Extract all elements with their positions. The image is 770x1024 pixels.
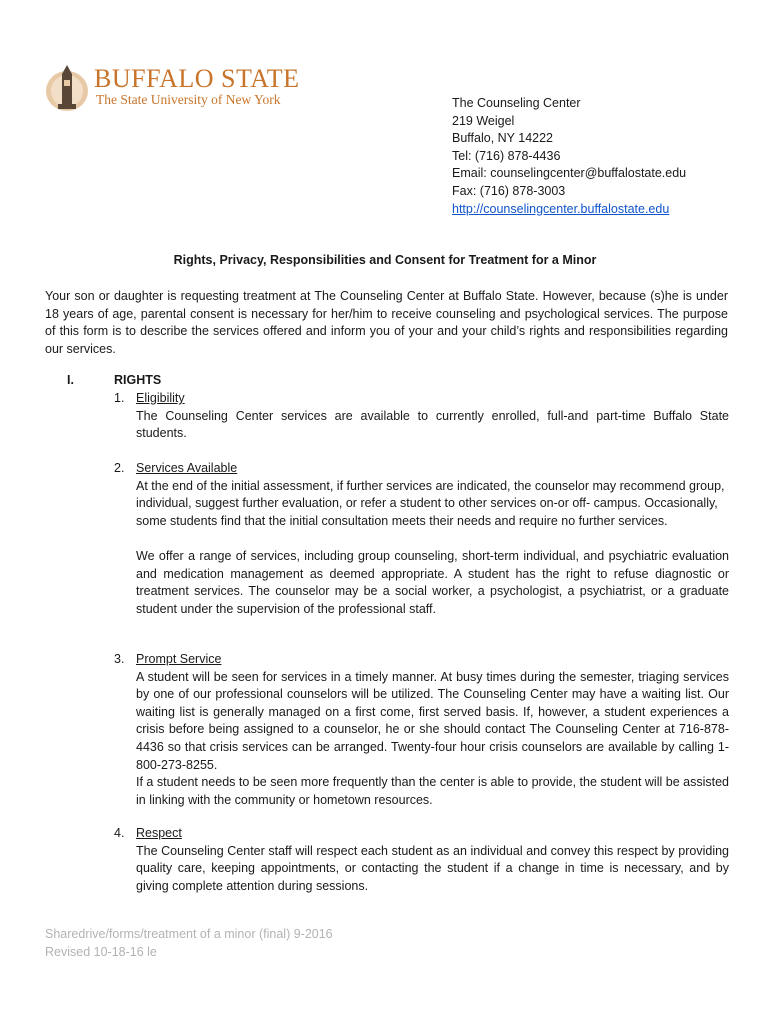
buffalo-state-logo [44, 64, 300, 114]
item-heading: Services Available [136, 461, 238, 475]
contact-street: 219 Weigel [452, 113, 515, 128]
contact-org: The Counseling Center [452, 96, 581, 110]
item-text: The Counseling Center staff will respect each student as an individual and convey this respect by providing quality care, keeping appointments, or contacting the student if a change in time is necessary, and by giving complete attention during sessions. [136, 843, 729, 893]
item-number: 1. [114, 391, 125, 405]
website-link[interactable]: http://counselingcenter.buffalostate.edu [452, 201, 670, 216]
document-title: Rights, Privacy, Responsibilities and Consent for Treatment for a Minor [173, 253, 597, 267]
footer [45, 926, 333, 961]
contact-fax: Fax: (716) 878-3003 [452, 183, 566, 198]
list-item [114, 651, 729, 809]
item-heading: Prompt Service [136, 652, 222, 666]
logo-name: BUFFALO STATE [94, 64, 300, 93]
footer-revised: Revised 10-18-16 le [45, 944, 157, 959]
list-item [114, 390, 729, 443]
logo-tagline: The State University of New York [96, 92, 281, 107]
section-number: I. [67, 373, 74, 387]
contact-tel: Tel: (716) 878-4436 [452, 148, 561, 163]
contact-block [452, 95, 686, 218]
item-number: 3. [114, 652, 125, 666]
item-text: At the end of the initial assessment, if further services are indicated, the counselor may recommend group, individual, suggest further evaluation, or refer a student to other services on-or off- campus. Occasionally, some students find that the initial consultation meets their needs and require no further services. [136, 478, 725, 528]
contact-email: Email: counselingcenter@buffalostate.edu [452, 166, 687, 181]
item-text: The Counseling Center services are available to currently enrolled, full-and part-time Buffalo State students. [136, 408, 729, 441]
item-heading: Respect [136, 826, 182, 840]
item-text-2: If a student needs to be seen more frequently than the center is able to provide, the student will be assisted in linking with the community or hometown resources. [136, 775, 729, 807]
footer-path: Sharedrive/forms/treatment of a minor (final) 9-2016 [45, 927, 333, 941]
section-title: RIGHTS [114, 373, 162, 387]
list-item [114, 460, 729, 618]
item-text-2: We offer a range of services, including group counseling, short-term individual, and psychiatric evaluation and medication management as deemed appropriate. A student has the right to refuse diagnostic or treatment services. The counselor may be a social worker, a psychologist, a psychiatrist, or a graduate student under the supervision of the professional staff. [136, 548, 729, 616]
bell-tower-icon [44, 64, 90, 112]
item-text: A student will be seen for services in a timely manner. At busy times during the semester, triaging services by one of our professional counselors will be utilized. The Counseling Center may have a waiting list. Our waiting list is generally managed on a first come, first served basis. If, however, a student experiences a crisis before being assigned to a counselor, he or she should contact The Counseling Center at 716-878-4436 so that crisis services can be arranged. Twenty-four hour crisis counselors are available by calling 1-800-273-8255. [136, 669, 729, 772]
item-number: 4. [114, 826, 125, 840]
intro-paragraph: Your son or daughter is requesting treatment at The Counseling Center at Buffalo State. However, because (s)he is under 18 years of age, parental consent is necessary for her/him to receive counseling and psychological services. The purpose of this form is to describe the services offered and inform you of your and your child’s rights and responsibilities regarding our services. [45, 289, 728, 356]
item-number: 2. [114, 461, 125, 475]
contact-city: Buffalo, NY 14222 [452, 131, 554, 146]
item-heading: Eligibility [136, 391, 185, 405]
list-item [114, 825, 729, 895]
